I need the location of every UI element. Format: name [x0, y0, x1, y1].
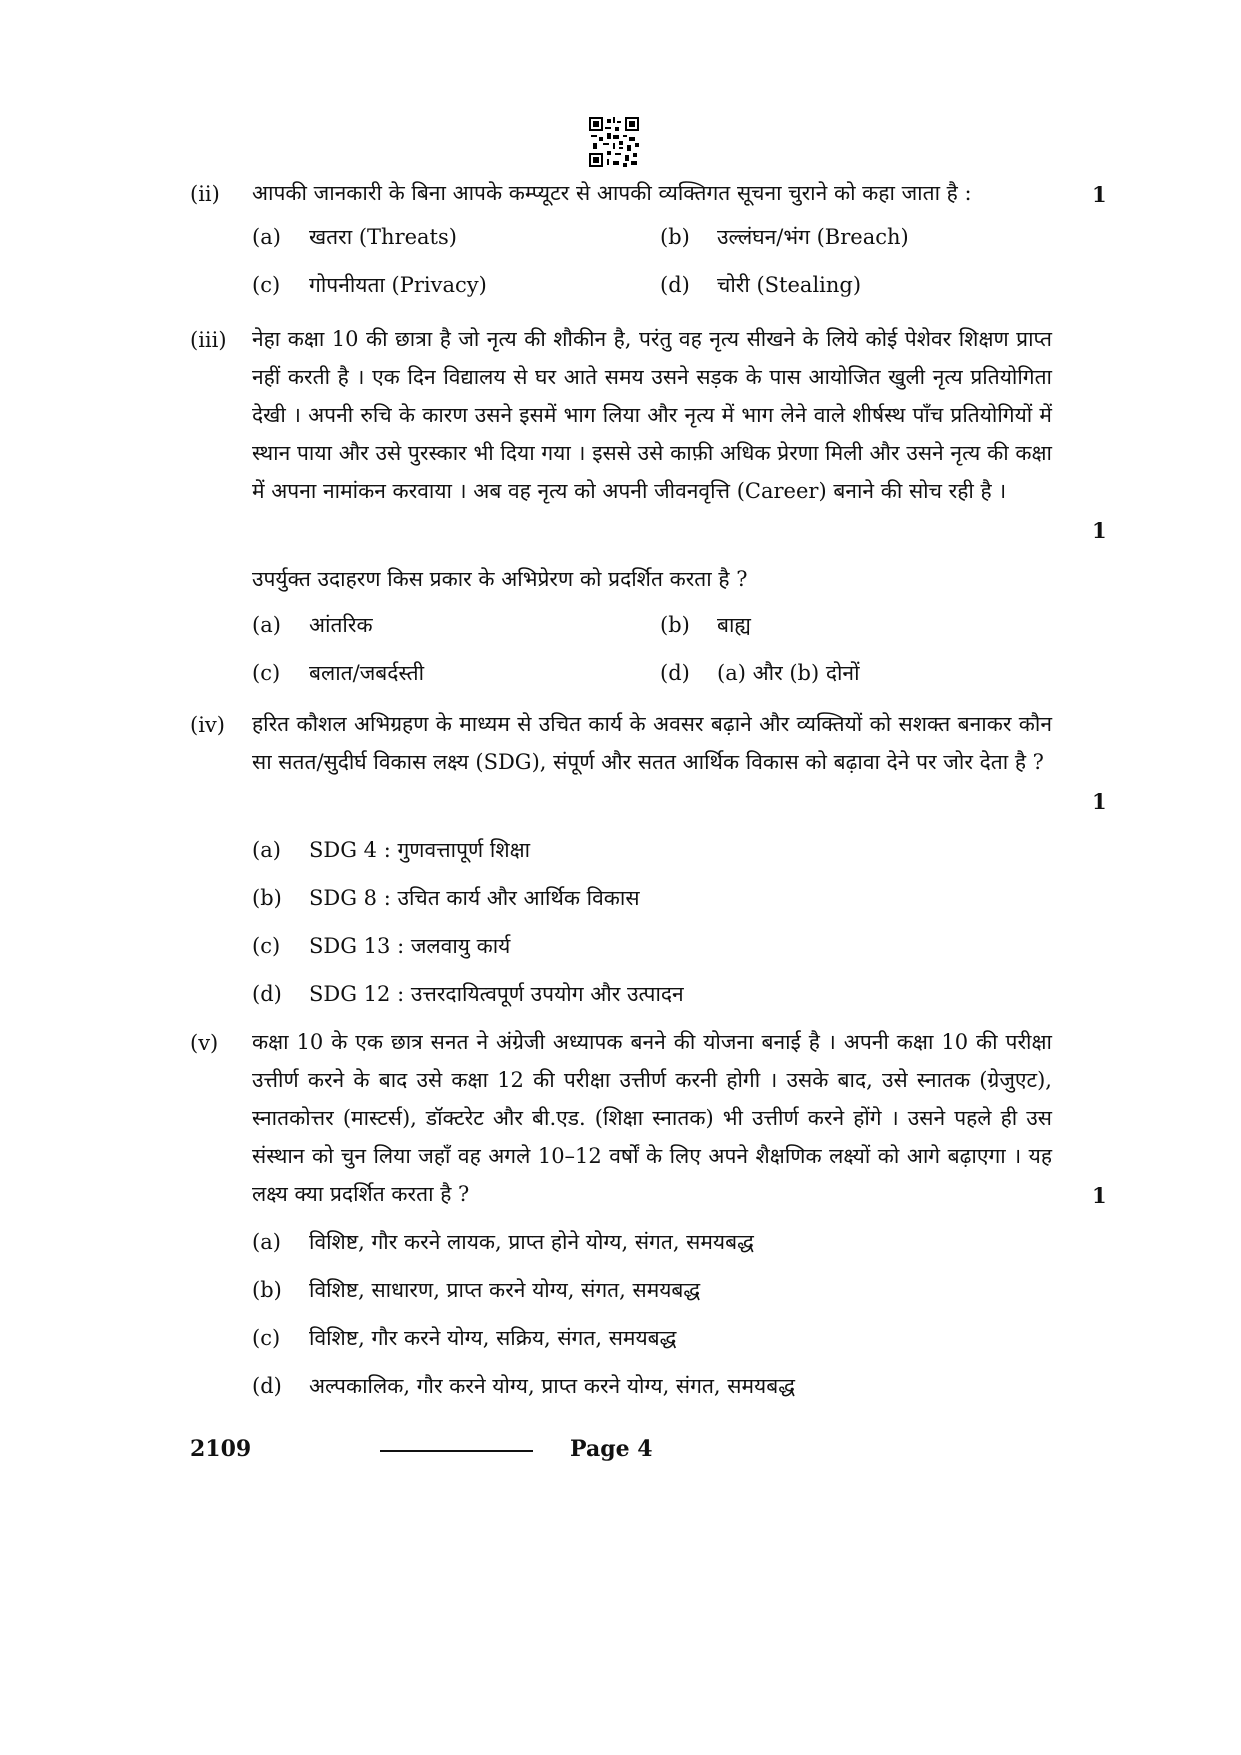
question-text: हरित कौशल अभिग्रहण के माध्यम से उचित कार्य के अवसर बढ़ाने और व्यक्तियों को सशक्त बनाकर कौन सा सतत/सुदीर्घ विकास लक्ष्य (SDG), संपूर्ण और सतत आर्थिक विकास को बढ़ावा देने पर जोर देता है ? — [252, 712, 1052, 774]
option-text: (a) और (b) दोनों — [717, 661, 860, 685]
option-c — [252, 931, 510, 961]
page-number: Page 4 — [570, 1436, 653, 1462]
marks: 1 — [1092, 789, 1107, 814]
option-text: विशिष्ट, गौर करने लायक, प्राप्त होने योग्य, संगत, समयबद्ध — [309, 1230, 754, 1254]
option-c — [252, 1323, 676, 1353]
question-number: (v) — [190, 1031, 219, 1055]
option-label: (a) — [252, 613, 281, 637]
option-label: (d) — [660, 273, 690, 297]
option-text: SDG 8 : उचित कार्य और आर्थिक विकास — [309, 886, 640, 910]
option-d — [660, 270, 861, 300]
question-iii — [190, 328, 1130, 698]
option-a — [252, 222, 457, 252]
option-label: (d) — [252, 1374, 282, 1398]
marks: 1 — [1092, 1183, 1107, 1208]
option-label: (b) — [252, 1278, 282, 1302]
option-label: (d) — [660, 661, 690, 685]
question-text: कक्षा 10 के एक छात्र सनत ने अंग्रेजी अध्यापक बनने की योजना बनाई है । अपनी कक्षा 10 की परीक्षा उत्तीर्ण करने के बाद उसे कक्षा 12 की परीक्षा उत्तीर्ण करनी होगी । उसके बाद, उसे स्नातक (ग्रेजुएट), स्नातकोत्तर (मास्टर्स), डॉक्टरेट और बी.एड. (शिक्षा स्नातक) भी उत्तीर्ण करने होंगे । उसने पहले ही उस संस्थान को चुन लिया जहाँ वह अगले 10–12 वर्षों के लिए अपने शैक्षणिक लक्ष्यों को आगे बढ़ाएगा । यह लक्ष्य क्या प्रदर्शित करता है ? — [252, 1030, 1052, 1206]
option-b — [252, 1275, 700, 1305]
option-label: (a) — [252, 1230, 281, 1254]
option-b — [660, 610, 751, 640]
marks: 1 — [1092, 182, 1107, 207]
option-label: (c) — [252, 1326, 281, 1350]
option-d — [252, 1371, 795, 1401]
question-iv — [190, 712, 1130, 1006]
question-ii — [190, 182, 1130, 312]
option-b — [660, 222, 909, 252]
option-label: (b) — [252, 886, 282, 910]
question-v — [190, 1031, 1130, 1401]
option-text: बलात/जबर्दस्ती — [309, 661, 425, 685]
option-label: (b) — [660, 613, 690, 637]
option-text: SDG 12 : उत्तरदायित्वपूर्ण उपयोग और उत्पादन — [309, 982, 684, 1006]
qr-code — [589, 117, 639, 167]
option-label: (a) — [252, 838, 281, 862]
option-label: (c) — [252, 661, 281, 685]
option-d — [252, 979, 684, 1009]
option-text: विशिष्ट, साधारण, प्राप्त करने योग्य, संगत, समयबद्ध — [309, 1278, 701, 1302]
option-label: (d) — [252, 982, 282, 1006]
option-label: (c) — [252, 934, 281, 958]
option-c — [252, 270, 487, 300]
option-text: उल्लंघन/भंग (Breach) — [717, 225, 909, 249]
option-text: आंतरिक — [309, 613, 373, 637]
option-a — [252, 835, 530, 865]
option-text: विशिष्ट, गौर करने योग्य, सक्रिय, संगत, समयबद्ध — [309, 1326, 677, 1350]
option-text: खतरा (Threats) — [309, 225, 457, 249]
option-text: SDG 4 : गुणवत्तापूर्ण शिक्षा — [309, 838, 531, 862]
option-text: अल्पकालिक, गौर करने योग्य, प्राप्त करने योग्य, संगत, समयबद्ध — [309, 1374, 795, 1398]
option-text: SDG 13 : जलवायु कार्य — [309, 934, 511, 958]
option-label: (a) — [252, 225, 281, 249]
question-text: नेहा कक्षा 10 की छात्रा है जो नृत्य की शौकीन है, परंतु वह नृत्य सीखने के लिये कोई पेशेवर शिक्षण प्राप्त नहीं करती है । एक दिन विद्यालय से घर आते समय उसने सड़क के पास आयोजित खुली नृत्य प्रतियोगिता देखी । अपनी रुचि के कारण उसने इसमें भाग लिया और नृत्य में भाग लेने वाले शीर्षस्थ पाँच प्रतियोगियों में स्थान पाया और उसे पुरस्कार भी दिया गया । इससे उसे काफ़ी अधिक प्रेरणा मिली और उसने नृत्य की कक्षा में अपना नामांकन करवाया । अब वह नृत्य को अपनी जीवनवृत्ति (Career) बनाने की सोच रही है । — [252, 327, 1052, 503]
option-text: गोपनीयता (Privacy) — [309, 273, 487, 297]
question-number: (ii) — [190, 182, 220, 206]
option-c — [252, 658, 424, 688]
option-text: बाह्य — [717, 613, 751, 637]
footer-divider — [380, 1450, 533, 1452]
question-number: (iii) — [190, 328, 227, 352]
option-a — [252, 610, 373, 640]
option-d — [660, 658, 860, 688]
question-subtext: उपर्युक्त उदाहरण किस प्रकार के अभिप्रेरण को प्रदर्शित करता है ? — [252, 567, 748, 591]
option-label: (b) — [660, 225, 690, 249]
option-text: चोरी (Stealing) — [717, 273, 862, 297]
marks: 1 — [1092, 518, 1107, 543]
question-number: (iv) — [190, 713, 225, 737]
option-b — [252, 883, 640, 913]
question-text: आपकी जानकारी के बिना आपके कम्प्यूटर से आपकी व्यक्तिगत सूचना चुराने को कहा जाता है : — [252, 181, 972, 205]
paper-code: 2109 — [190, 1436, 252, 1462]
option-a — [252, 1227, 754, 1257]
option-label: (c) — [252, 273, 281, 297]
